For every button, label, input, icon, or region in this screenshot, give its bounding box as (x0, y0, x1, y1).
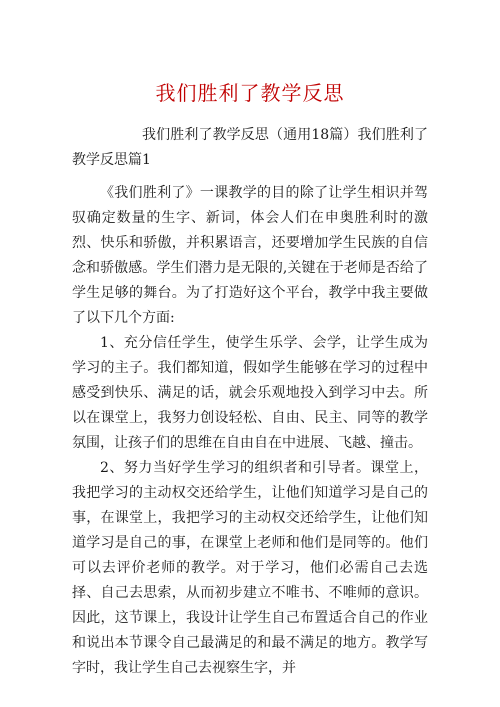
paragraph-intro: 《我们胜利了》一课教学的目的除了让学生相识并驾驭确定数量的生字、新词，体会人们在申奥胜利时的激烈、快乐和骄傲，并积累语言，还要增加学生民族的自信念和骄傲感。学生们潜力是无限的,关键在于老师是否给了学生足够的舞台。为了打造好这个平台，教学中我主要做了以下几个方面: (72, 185, 428, 326)
document-title: 我们胜利了教学反思 (155, 81, 345, 105)
document-subtitle: 我们胜利了教学反思（通用18篇）我们胜利了教学反思篇1 (72, 127, 428, 168)
paragraph-point-2: 2、努力当好学生学习的组织者和引导者。课堂上，我把学习的主动权交还给学生，让他们知道学习是自己的事，在课堂上，我把学习的主动权交还给学生，让他们知道学习是自己的事，在课堂上老师和他们是同等的。他们可以去评价老师的教学。对于学习，他们必需自己去选择、自己去思索，从而初步建立不唯书、不唯师的意识。因此，这节课上，我设计让学生自己布置适合自己的作业和说出本节课令自己最满足的和最不满足的地方。教学写字时，我让学生自己去视察生字，并 (72, 460, 428, 676)
paragraph-point-1: 1、充分信任学生，使学生乐学、会学，让学生成为学习的主子。我们都知道，假如学生能够在学习的过程中感受到快乐、满足的话，就会乐观地投入到学习中去。所以在课堂上，我努力创设轻松、自由、民主、同等的教学氛围，让孩子们的思维在自由自在中进展、飞越、撞击。 (72, 335, 428, 451)
